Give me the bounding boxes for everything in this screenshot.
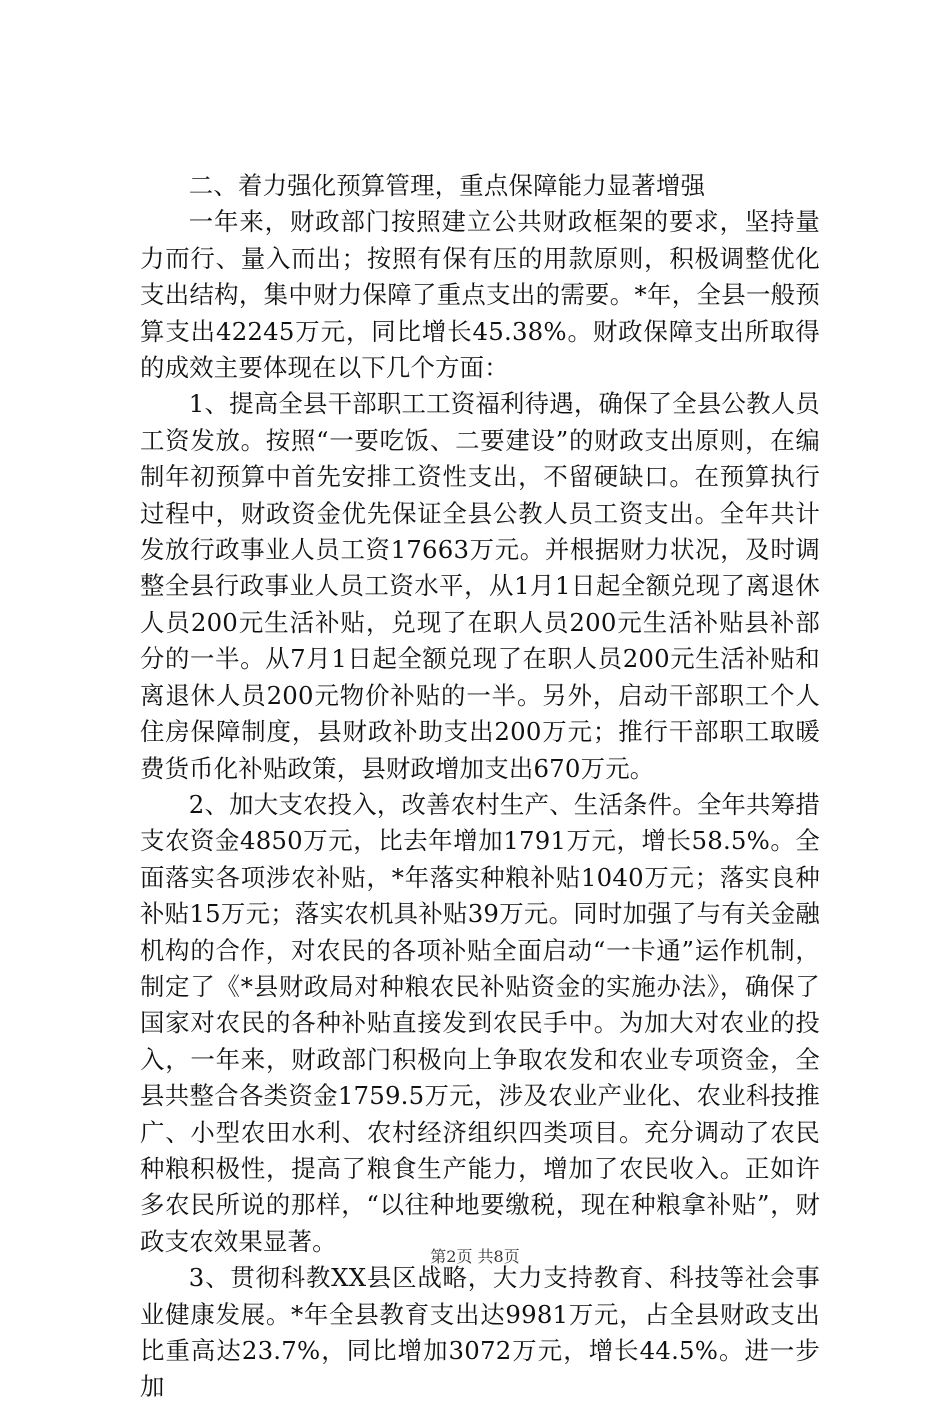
paragraph-item-2: 2、加大支农投入，改善农村生产、生活条件。全年共筹措支农资金4850万元，比去年增加1791万元，增长58.5%。全面落实各项涉农补贴，*年落实种粮补贴1040万元；落实良种补贴15万元；落实农机具补贴39万元。同时加强了与有关金融机构的合作，对农民的各项补贴全面启动“一卡通”运作机制，制定了《*县财政局对种粮农民补贴资金的实施办法》，确保了国家对农民的各种补贴直接发到农民手中。为加大对农业的投入，一年来，财政部门积极向上争取农发和农业专项资金，全县共整合各类资金1759.5万元，涉及农业产业化、农业科技推广、小型农田水利、农村经济组织四类项目。充分调动了农民种粮积极性，提高了粮食生产能力，增加了农民收入。正如许多农民所说的那样，“以往种地要缴税，现在种粮拿补贴”，财政支农效果显著。 xyxy=(140,789,820,1256)
document-body xyxy=(140,168,820,1406)
paragraph-item-1: 1、提高全县干部职工工资福利待遇，确保了全县公教人员工资发放。按照“一要吃饭、二要建设”的财政支出原则，在编制年初预算中首先安排工资性支出，不留硬缺口。在预算执行过程中，财政资金优先保证全县公教人员工资支出。全年共计发放行政事业人员工资17663万元。并根据财力状况，及时调整全县行政事业人员工资水平，从1月1日起全额兑现了离退休人员200元生活补贴，兑现了在职人员200元生活补贴县补部分的一半。从7月1日起全额兑现了在职人员200元生活补贴和离退休人员200元物价补贴的一半。另外，启动干部职工个人住房保障制度，县财政补助支出200万元；推行干部职工取暖费货币化补贴政策，县财政增加支出670万元。 xyxy=(140,389,820,783)
paragraph-item-3: 3、贯彻科教XX县区战略，大力支持教育、科技等社会事业健康发展。*年全县教育支出达9981万元，占全县财政支出比重高达23.7%，同比增加3072万元，增长44.5%。进一步加 xyxy=(140,1263,820,1402)
paragraph-intro: 一年来，财政部门按照建立公共财政框架的要求，坚持量力而行、量入而出；按照有保有压的用款原则，积极调整优化支出结构，集中财力保障了重点支出的需要。*年，全县一般预算支出42245万元，同比增长45.38%。财政保障支出所取得的成效主要体现在以下几个方面： xyxy=(140,207,820,383)
section-heading: 二、着力强化预算管理，重点保障能力显著增强 xyxy=(188,171,706,200)
page-number-footer: 第2页 共8页 xyxy=(430,1247,520,1266)
